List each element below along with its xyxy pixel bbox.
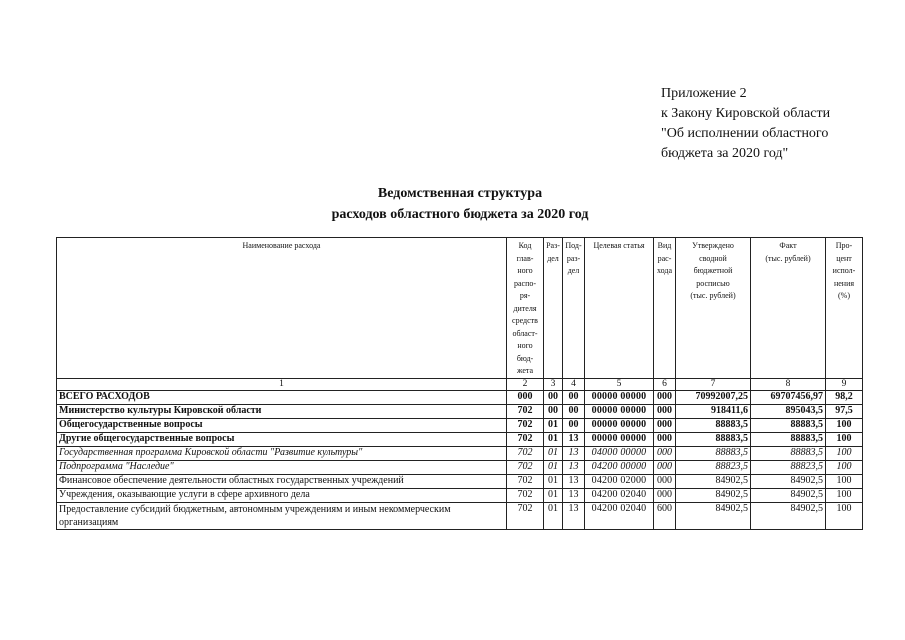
- cell-expense-type: 000: [654, 418, 676, 432]
- cell-expense-type: 000: [654, 460, 676, 474]
- cell-expense-type: 000: [654, 432, 676, 446]
- table-row: [57, 432, 863, 446]
- title-line-2: расходов областного бюджета за 2020 год: [331, 207, 589, 222]
- cell-section: 01: [544, 418, 563, 432]
- cell-actual: 88823,5: [751, 460, 826, 474]
- cell-section: 01: [544, 446, 563, 460]
- cell-section: 01: [544, 488, 563, 502]
- cell-approved: 88823,5: [676, 460, 751, 474]
- cell-percent: 97,5: [826, 404, 863, 418]
- header-actual: Факт (тыс. рублей): [751, 238, 826, 379]
- table-row: [57, 488, 863, 502]
- column-number: 2: [507, 378, 544, 390]
- appendix-line: к Закону Кировской области: [661, 106, 831, 121]
- cell-subsection: 13: [563, 474, 585, 488]
- cell-section: 01: [544, 460, 563, 474]
- column-number: 1: [57, 378, 507, 390]
- cell-percent: 98,2: [826, 390, 863, 404]
- header-name: Наименование расхода: [57, 238, 507, 379]
- header-code: Код глав- ного распо- ря- дителя средств област- ного бюд- жета: [507, 238, 544, 379]
- cell-name: Учреждения, оказывающие услуги в сфере архивного дела: [57, 488, 507, 502]
- cell-subsection: 13: [563, 446, 585, 460]
- budget-table: [56, 237, 863, 530]
- cell-target: 04200 02040: [585, 502, 654, 529]
- header-subsection: Под- раз- дел: [563, 238, 585, 379]
- title-line-1: Ведомственная структура: [377, 186, 543, 201]
- cell-percent: 100: [826, 488, 863, 502]
- cell-target: 00000 00000: [585, 432, 654, 446]
- table-row: [57, 502, 863, 529]
- cell-code: 702: [507, 432, 544, 446]
- cell-section: 00: [544, 404, 563, 418]
- cell-percent: 100: [826, 432, 863, 446]
- table-row: [57, 404, 863, 418]
- cell-code: 702: [507, 488, 544, 502]
- table-row: [57, 474, 863, 488]
- cell-target: 04200 00000: [585, 460, 654, 474]
- cell-code: 702: [507, 404, 544, 418]
- table-body: [57, 390, 863, 529]
- cell-percent: 100: [826, 418, 863, 432]
- cell-name: ВСЕГО РАСХОДОВ: [57, 390, 507, 404]
- cell-actual: 88883,5: [751, 432, 826, 446]
- cell-expense-type: 000: [654, 488, 676, 502]
- table-row: [57, 390, 863, 404]
- cell-actual: 69707456,97: [751, 390, 826, 404]
- cell-target: 00000 00000: [585, 418, 654, 432]
- appendix-line: Приложение 2: [661, 86, 747, 101]
- cell-subsection: 13: [563, 488, 585, 502]
- cell-name: Предоставление субсидий бюджетным, автономным учреждениям и иным некоммерческим организациям: [57, 502, 507, 529]
- cell-actual: 84902,5: [751, 488, 826, 502]
- cell-name: Общегосударственные вопросы: [57, 418, 507, 432]
- header-approved: Утверждено сводной бюджетной росписью (тыс. рублей): [676, 238, 751, 379]
- cell-expense-type: 000: [654, 390, 676, 404]
- cell-target: 04000 00000: [585, 446, 654, 460]
- column-number-row: [57, 378, 863, 390]
- column-number: 5: [585, 378, 654, 390]
- cell-subsection: 13: [563, 460, 585, 474]
- cell-target: 04200 02000: [585, 474, 654, 488]
- appendix-note: [661, 84, 891, 164]
- column-number: 9: [826, 378, 863, 390]
- cell-approved: 88883,5: [676, 446, 751, 460]
- cell-actual: 88883,5: [751, 418, 826, 432]
- cell-approved: 70992007,25: [676, 390, 751, 404]
- cell-name: Финансовое обеспечение деятельности областных государственных учреждений: [57, 474, 507, 488]
- cell-code: 702: [507, 418, 544, 432]
- cell-approved: 88883,5: [676, 418, 751, 432]
- cell-actual: 88883,5: [751, 446, 826, 460]
- appendix-line: бюджета за 2020 год": [661, 146, 789, 161]
- cell-expense-type: 000: [654, 404, 676, 418]
- cell-target: 00000 00000: [585, 390, 654, 404]
- cell-name: Министерство культуры Кировской области: [57, 404, 507, 418]
- column-number: 4: [563, 378, 585, 390]
- cell-target: 04200 02040: [585, 488, 654, 502]
- cell-name: Другие общегосударственные вопросы: [57, 432, 507, 446]
- cell-subsection: 13: [563, 502, 585, 529]
- table-row: [57, 446, 863, 460]
- header-expense-type: Вид рас- хода: [654, 238, 676, 379]
- column-number: 7: [676, 378, 751, 390]
- cell-code: 702: [507, 460, 544, 474]
- cell-section: 01: [544, 502, 563, 529]
- cell-approved: 84902,5: [676, 488, 751, 502]
- cell-subsection: 00: [563, 418, 585, 432]
- cell-section: 00: [544, 390, 563, 404]
- cell-approved: 918411,6: [676, 404, 751, 418]
- column-number: 3: [544, 378, 563, 390]
- header-section: Раз- дел: [544, 238, 563, 379]
- cell-subsection: 00: [563, 404, 585, 418]
- cell-percent: 100: [826, 446, 863, 460]
- cell-approved: 84902,5: [676, 502, 751, 529]
- cell-actual: 84902,5: [751, 474, 826, 488]
- appendix-line: "Об исполнении областного: [661, 126, 829, 141]
- cell-name: Государственная программа Кировской области "Развитие культуры": [57, 446, 507, 460]
- table-row: [57, 418, 863, 432]
- cell-target: 00000 00000: [585, 404, 654, 418]
- cell-code: 702: [507, 474, 544, 488]
- cell-section: 01: [544, 432, 563, 446]
- cell-approved: 84902,5: [676, 474, 751, 488]
- cell-subsection: 00: [563, 390, 585, 404]
- column-number: 8: [751, 378, 826, 390]
- column-number: 6: [654, 378, 676, 390]
- cell-expense-type: 000: [654, 446, 676, 460]
- cell-expense-type: 000: [654, 474, 676, 488]
- cell-subsection: 13: [563, 432, 585, 446]
- cell-code: 702: [507, 446, 544, 460]
- header-row: [57, 238, 863, 379]
- cell-approved: 88883,5: [676, 432, 751, 446]
- cell-name: Подпрограмма "Наследие": [57, 460, 507, 474]
- cell-percent: 100: [826, 460, 863, 474]
- cell-percent: 100: [826, 474, 863, 488]
- cell-percent: 100: [826, 502, 863, 529]
- cell-actual: 895043,5: [751, 404, 826, 418]
- cell-actual: 84902,5: [751, 502, 826, 529]
- header-percent: Про- цент испол- нения (%): [826, 238, 863, 379]
- table-row: [57, 460, 863, 474]
- header-target: Целевая статья: [585, 238, 654, 379]
- cell-section: 01: [544, 474, 563, 488]
- cell-expense-type: 600: [654, 502, 676, 529]
- cell-code: 702: [507, 502, 544, 529]
- cell-code: 000: [507, 390, 544, 404]
- document-title: [250, 183, 670, 225]
